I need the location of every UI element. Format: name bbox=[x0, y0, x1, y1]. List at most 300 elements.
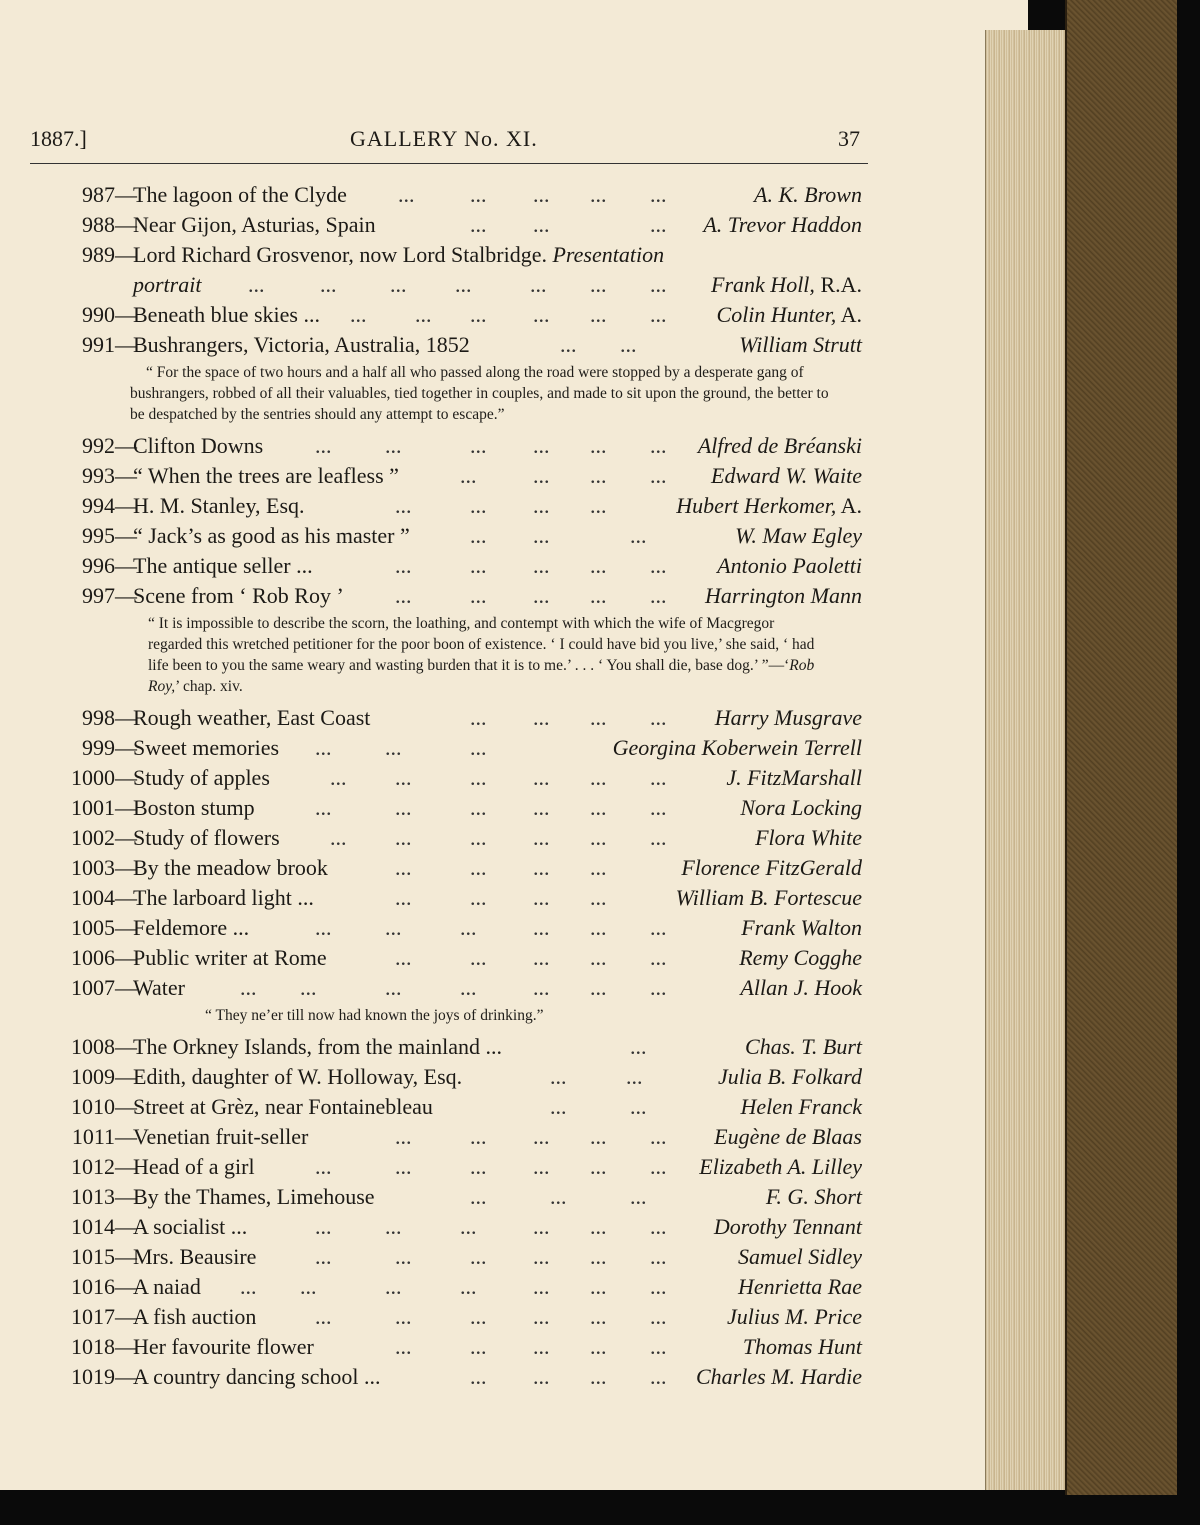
entry-title-text: A socialist ... bbox=[133, 1214, 248, 1239]
leader-dots: ... bbox=[590, 272, 607, 297]
leader-dots: ... bbox=[470, 1154, 487, 1179]
leader-dots: ... bbox=[533, 885, 550, 910]
leader-dots: ... bbox=[533, 915, 550, 940]
entry-title-text: Sweet memories bbox=[133, 735, 280, 760]
leader-dots: ... bbox=[650, 433, 667, 458]
entry-artist bbox=[676, 883, 862, 913]
entry-number: 1012 bbox=[71, 1154, 115, 1179]
leader-dots: ... bbox=[470, 583, 487, 608]
leader-dots: ... bbox=[315, 915, 332, 940]
entry-title-text: Beneath blue skies ... bbox=[133, 302, 320, 327]
leader-dots: ... bbox=[470, 523, 487, 548]
catalogue-entry bbox=[30, 300, 862, 330]
entry-title-italic: Presentation bbox=[552, 242, 665, 267]
leader-dots: ... bbox=[395, 1124, 412, 1149]
leader-dots: ... bbox=[650, 1364, 667, 1389]
quotation-text: “ It is impossible to describe the scorn, the loathing, and contempt with which the wife of Macgregor regarded this wretched petitioner for the poor boon of existence. ‘ I could have bid you live,’ she said, ‘ had life been to you the same weary and wasting burden that it is to me.’ . . . ‘ You shall die, base dog.’ ”—‘ bbox=[148, 615, 815, 674]
leader-dots: ... bbox=[530, 272, 547, 297]
entry-number: 1011 bbox=[71, 1124, 115, 1149]
leader-dots: ... bbox=[650, 1124, 667, 1149]
entry-artist bbox=[703, 210, 862, 240]
catalogue-entry bbox=[30, 823, 862, 853]
leader-dots: ... bbox=[395, 945, 412, 970]
entry-title bbox=[133, 210, 376, 240]
entry-artist bbox=[696, 1362, 862, 1392]
entry-title-text: Mrs. Beausire bbox=[133, 1244, 257, 1269]
leader-dots: ... bbox=[395, 553, 412, 578]
leader-dots: ... bbox=[533, 1214, 550, 1239]
entry-title-text: Scene from ‘ Rob Roy ’ bbox=[133, 583, 344, 608]
leader-dots: ... bbox=[395, 1244, 412, 1269]
entry-number: 1005 bbox=[71, 915, 115, 940]
catalogue-entry bbox=[30, 1092, 862, 1122]
leader-dots: ... bbox=[533, 855, 550, 880]
quotation-text: “ For the space of two hours and a half all who passed along the road were stopped by a desperate gang of bushrangers, robbed of all their valuables, tied together in couples, and made to sit upon the ground, the better to be despatched by the sentries should any attempt to escape.” bbox=[130, 364, 829, 423]
artist-name: Hubert Herkomer, bbox=[676, 493, 837, 518]
leader-dots: ... bbox=[650, 915, 667, 940]
catalogue-entry bbox=[30, 521, 862, 551]
leader-dots: ... bbox=[650, 583, 667, 608]
leader-dots: ... bbox=[470, 795, 487, 820]
entry-artist bbox=[741, 913, 862, 943]
leader-dots: ... bbox=[470, 855, 487, 880]
entry-artist bbox=[717, 551, 862, 581]
catalogue-entry bbox=[30, 581, 862, 611]
entry-dash: — bbox=[115, 1334, 137, 1359]
leader-dots: ... bbox=[395, 855, 412, 880]
entry-dash: — bbox=[115, 1154, 137, 1179]
leader-dots: ... bbox=[470, 433, 487, 458]
artist-name: Colin Hunter, bbox=[716, 302, 837, 327]
entry-title bbox=[133, 1362, 380, 1392]
entry-title bbox=[133, 1272, 201, 1302]
leader-dots: ... bbox=[470, 553, 487, 578]
entry-title-text: Rough weather, East Coast bbox=[133, 705, 371, 730]
leader-dots: ... bbox=[470, 825, 487, 850]
leader-dots: ... bbox=[590, 493, 607, 518]
leader-dots: ... bbox=[550, 1094, 567, 1119]
artist-suffix: A. bbox=[836, 302, 862, 327]
entry-title-text: Boston stump bbox=[133, 795, 255, 820]
artist-suffix: R.A. bbox=[814, 272, 862, 297]
leader-dots: ... bbox=[395, 825, 412, 850]
entry-title-text: Clifton Downs bbox=[133, 433, 264, 458]
entry-dash: — bbox=[115, 735, 137, 760]
artist-name: F. G. Short bbox=[765, 1184, 862, 1209]
entry-title bbox=[133, 1062, 462, 1092]
entry-artist bbox=[739, 330, 862, 360]
artist-name: Nora Locking bbox=[740, 795, 862, 820]
leader-dots: ... bbox=[455, 272, 472, 297]
catalogue-entry bbox=[30, 240, 862, 270]
entry-dash: — bbox=[115, 1094, 137, 1119]
artist-name: Eugène de Blaas bbox=[714, 1124, 862, 1149]
entry-number: 1015 bbox=[71, 1244, 115, 1269]
entry-number: 998 bbox=[82, 705, 115, 730]
leader-dots: ... bbox=[315, 1244, 332, 1269]
entry-title bbox=[133, 551, 313, 581]
leader-dots: ... bbox=[650, 1334, 667, 1359]
entry-dash: — bbox=[115, 493, 137, 518]
entry-title bbox=[133, 521, 410, 551]
entry-continuation bbox=[30, 270, 862, 300]
leader-dots: ... bbox=[590, 433, 607, 458]
catalogue-entry bbox=[30, 883, 862, 913]
entry-number: 1003 bbox=[71, 855, 115, 880]
artist-name: Helen Franck bbox=[740, 1094, 862, 1119]
leader-dots: ... bbox=[470, 1244, 487, 1269]
entry-artist bbox=[740, 793, 862, 823]
leader-dots: ... bbox=[470, 765, 487, 790]
artist-name: Harry Musgrave bbox=[714, 705, 862, 730]
entry-number: 999 bbox=[82, 735, 115, 760]
leader-dots: ... bbox=[385, 975, 402, 1000]
artist-name: Dorothy Tennant bbox=[713, 1214, 862, 1239]
entry-number: 994 bbox=[82, 493, 115, 518]
leader-dots: ... bbox=[650, 182, 667, 207]
catalogue-entry bbox=[30, 853, 862, 883]
entry-artist bbox=[745, 1032, 862, 1062]
artist-name: Julius M. Price bbox=[726, 1304, 862, 1329]
leader-dots: ... bbox=[650, 212, 667, 237]
entry-title bbox=[133, 491, 305, 521]
entry-artist bbox=[739, 943, 862, 973]
entry-title-text: Feldemore ... bbox=[133, 915, 250, 940]
leader-dots: ... bbox=[533, 1334, 550, 1359]
catalogue-entry bbox=[30, 551, 862, 581]
header-gallery-title: GALLERY No. XI. bbox=[350, 126, 538, 151]
entry-dash: — bbox=[115, 242, 137, 267]
entry-artist bbox=[676, 491, 862, 521]
leader-dots: ... bbox=[460, 463, 477, 488]
leader-dots: ... bbox=[248, 272, 265, 297]
entry-dash: — bbox=[115, 915, 137, 940]
entry-number: 991 bbox=[82, 332, 115, 357]
leader-dots: ... bbox=[650, 463, 667, 488]
leader-dots: ... bbox=[590, 1334, 607, 1359]
entry-title bbox=[133, 763, 270, 793]
leader-dots: ... bbox=[470, 302, 487, 327]
catalogue-entry bbox=[30, 491, 862, 521]
catalogue-entry bbox=[30, 703, 862, 733]
entry-dash: — bbox=[115, 1274, 137, 1299]
entry-title bbox=[133, 1122, 308, 1152]
catalogue-entry bbox=[30, 1272, 862, 1302]
entry-artist bbox=[740, 973, 862, 1003]
entry-title bbox=[133, 733, 279, 763]
entry-title-text: Public writer at Rome bbox=[133, 945, 327, 970]
quotation-997 bbox=[148, 611, 828, 703]
artist-name: Frank Holl, bbox=[711, 272, 815, 297]
leader-dots: ... bbox=[630, 1094, 647, 1119]
entry-number: 1000 bbox=[71, 765, 115, 790]
artist-name: Edward W. Waite bbox=[711, 463, 862, 488]
leader-dots: ... bbox=[470, 945, 487, 970]
entry-number: 1010 bbox=[71, 1094, 115, 1119]
entry-dash: — bbox=[115, 1034, 137, 1059]
leader-dots: ... bbox=[395, 583, 412, 608]
entry-dash: — bbox=[115, 212, 137, 237]
entry-title-text: The lagoon of the Clyde bbox=[133, 182, 347, 207]
entry-title-text: H. M. Stanley, Esq. bbox=[133, 493, 305, 518]
leader-dots: ... bbox=[240, 975, 257, 1000]
leader-dots: ... bbox=[533, 1244, 550, 1269]
leader-dots: ... bbox=[460, 915, 477, 940]
leader-dots: ... bbox=[300, 1274, 317, 1299]
leader-dots: ... bbox=[390, 272, 407, 297]
entry-title bbox=[133, 793, 255, 823]
entry-title bbox=[133, 1332, 314, 1362]
artist-name: William Strutt bbox=[739, 332, 862, 357]
leader-dots: ... bbox=[590, 795, 607, 820]
entry-title-text: Head of a girl bbox=[133, 1154, 255, 1179]
leader-dots: ... bbox=[650, 705, 667, 730]
entry-title bbox=[133, 240, 664, 270]
catalogue-entry bbox=[30, 1332, 862, 1362]
artist-name: W. Maw Egley bbox=[735, 523, 862, 548]
entry-number: 1018 bbox=[71, 1334, 115, 1359]
leader-dots: ... bbox=[320, 272, 337, 297]
leader-dots: ... bbox=[470, 1364, 487, 1389]
leader-dots: ... bbox=[470, 885, 487, 910]
leader-dots: ... bbox=[385, 433, 402, 458]
leader-dots: ... bbox=[395, 1304, 412, 1329]
entry-title-text: A country dancing school ... bbox=[133, 1364, 381, 1389]
entry-dash: — bbox=[115, 1064, 137, 1089]
entry-dash: — bbox=[115, 1184, 137, 1209]
leader-dots: ... bbox=[590, 1244, 607, 1269]
leader-dots: ... bbox=[385, 915, 402, 940]
entry-title bbox=[133, 1092, 433, 1122]
entry-title-text: “ Jack’s as good as his master ” bbox=[133, 523, 410, 548]
catalogue-entry bbox=[30, 793, 862, 823]
entry-artist bbox=[740, 1092, 862, 1122]
leader-dots: ... bbox=[550, 1064, 567, 1089]
entry-artist bbox=[735, 521, 862, 551]
artist-name: Elizabeth A. Lilley bbox=[699, 1154, 862, 1179]
artist-name: Allan J. Hook bbox=[740, 975, 862, 1000]
entry-number: 1001 bbox=[71, 795, 115, 820]
catalogue-entry bbox=[30, 461, 862, 491]
leader-dots: ... bbox=[650, 553, 667, 578]
leader-dots: ... bbox=[315, 795, 332, 820]
artist-name: A. K. Brown bbox=[754, 182, 862, 207]
leader-dots: ... bbox=[590, 553, 607, 578]
leader-dots: ... bbox=[650, 272, 667, 297]
entry-artist bbox=[714, 1122, 862, 1152]
entry-number: 1002 bbox=[71, 825, 115, 850]
leader-dots: ... bbox=[590, 1214, 607, 1239]
entry-title-text: The larboard light ... bbox=[133, 885, 314, 910]
catalogue-entry bbox=[30, 210, 862, 240]
leader-dots: ... bbox=[470, 1304, 487, 1329]
catalogue-entry bbox=[30, 943, 862, 973]
leader-dots: ... bbox=[590, 705, 607, 730]
entry-title bbox=[133, 461, 399, 491]
leader-dots: ... bbox=[395, 493, 412, 518]
artist-name: Harrington Mann bbox=[704, 583, 862, 608]
entry-title-text: By the meadow brook bbox=[133, 855, 328, 880]
leader-dots: ... bbox=[470, 212, 487, 237]
entry-artist bbox=[738, 1272, 862, 1302]
leader-dots: ... bbox=[590, 945, 607, 970]
entry-title-text: Edith, daughter of W. Holloway, Esq. bbox=[133, 1064, 463, 1089]
leader-dots: ... bbox=[590, 1124, 607, 1149]
leader-dots: ... bbox=[650, 975, 667, 1000]
leader-dots: ... bbox=[650, 1274, 667, 1299]
entry-dash: — bbox=[115, 463, 137, 488]
entry-title-text: Bushrangers, Victoria, Australia, 1852 bbox=[133, 332, 470, 357]
artist-name: Antonio Paoletti bbox=[717, 553, 862, 578]
leader-dots: ... bbox=[315, 735, 332, 760]
entry-dash: — bbox=[115, 583, 137, 608]
leader-dots: ... bbox=[470, 735, 487, 760]
entry-artist bbox=[755, 823, 862, 853]
leader-dots: ... bbox=[590, 1274, 607, 1299]
entry-title bbox=[133, 1302, 256, 1332]
entry-dash: — bbox=[115, 885, 137, 910]
entry-title bbox=[133, 823, 280, 853]
entry-number: 1014 bbox=[71, 1214, 115, 1239]
entry-title bbox=[133, 581, 344, 611]
entry-artist bbox=[711, 461, 862, 491]
entry-title bbox=[133, 943, 327, 973]
entry-dash: — bbox=[115, 1214, 137, 1239]
artist-suffix: A. bbox=[836, 493, 862, 518]
entry-title-text: Venetian fruit-seller bbox=[133, 1124, 309, 1149]
quotation-1007 bbox=[205, 1003, 725, 1032]
artist-name: J. FitzMarshall bbox=[726, 765, 862, 790]
entry-number: 1013 bbox=[71, 1184, 115, 1209]
entry-dash: — bbox=[115, 332, 137, 357]
leader-dots: ... bbox=[315, 1154, 332, 1179]
entry-title-text: “ When the trees are leafless ” bbox=[133, 463, 399, 488]
entry-dash: — bbox=[115, 705, 137, 730]
leader-dots: ... bbox=[533, 583, 550, 608]
artist-name: Henrietta Rae bbox=[737, 1274, 862, 1299]
entry-title-text: Street at Grèz, near Fontainebleau bbox=[133, 1094, 433, 1119]
entry-artist bbox=[698, 431, 862, 461]
entry-number: 1016 bbox=[71, 1274, 115, 1299]
leader-dots: ... bbox=[395, 795, 412, 820]
leader-dots: ... bbox=[315, 1304, 332, 1329]
entry-number: 1007 bbox=[71, 975, 115, 1000]
leader-dots: ... bbox=[385, 1214, 402, 1239]
leader-dots: ... bbox=[533, 553, 550, 578]
leader-dots: ... bbox=[533, 945, 550, 970]
leader-dots: ... bbox=[460, 1274, 477, 1299]
entry-dash: — bbox=[115, 825, 137, 850]
entry-artist bbox=[754, 180, 862, 210]
entry-title-text: Study of flowers bbox=[133, 825, 280, 850]
entry-title bbox=[133, 1212, 247, 1242]
entry-number: 993 bbox=[82, 463, 115, 488]
entry-dash: — bbox=[115, 795, 137, 820]
entry-artist bbox=[727, 1302, 862, 1332]
entry-artist bbox=[711, 270, 862, 300]
leader-dots: ... bbox=[650, 765, 667, 790]
leader-dots: ... bbox=[395, 1334, 412, 1359]
entry-title bbox=[133, 883, 314, 913]
entry-number: 988 bbox=[82, 212, 115, 237]
entry-dash: — bbox=[115, 945, 137, 970]
entry-title bbox=[133, 853, 328, 883]
leader-dots: ... bbox=[533, 825, 550, 850]
artist-name: Frank Walton bbox=[741, 915, 862, 940]
leader-dots: ... bbox=[533, 212, 550, 237]
leader-dots: ... bbox=[650, 795, 667, 820]
page-edges bbox=[985, 30, 1066, 1490]
entry-title bbox=[133, 180, 347, 210]
leader-dots: ... bbox=[395, 765, 412, 790]
entry-artist bbox=[715, 703, 862, 733]
entry-artist bbox=[718, 1062, 862, 1092]
artist-name: Julia B. Folkard bbox=[718, 1064, 862, 1089]
leader-dots: ... bbox=[470, 493, 487, 518]
leader-dots: ... bbox=[240, 1274, 257, 1299]
leader-dots: ... bbox=[590, 825, 607, 850]
entry-number: 1004 bbox=[71, 885, 115, 910]
leader-dots: ... bbox=[630, 1184, 647, 1209]
leader-dots: ... bbox=[470, 705, 487, 730]
leader-dots: ... bbox=[350, 302, 367, 327]
leader-dots: ... bbox=[533, 302, 550, 327]
catalogue-list bbox=[30, 180, 862, 1392]
entry-dash: — bbox=[115, 1364, 137, 1389]
artist-name: A. Trevor Haddon bbox=[703, 212, 862, 237]
leader-dots: ... bbox=[590, 915, 607, 940]
entry-artist bbox=[738, 1242, 862, 1272]
quotation-source-italic: Rob Roy, bbox=[148, 657, 815, 695]
entry-title-text: Lord Richard Grosvenor, now Lord Stalbridge. bbox=[133, 242, 547, 267]
leader-dots: ... bbox=[590, 182, 607, 207]
entry-title bbox=[133, 1152, 255, 1182]
leader-dots: ... bbox=[415, 302, 432, 327]
leader-dots: ... bbox=[300, 975, 317, 1000]
entry-number: 995 bbox=[82, 523, 115, 548]
entry-artist bbox=[681, 853, 862, 883]
leader-dots: ... bbox=[330, 825, 347, 850]
entry-artist bbox=[714, 1212, 862, 1242]
entry-dash: — bbox=[115, 182, 137, 207]
entry-title bbox=[133, 300, 320, 330]
entry-title bbox=[133, 431, 263, 461]
entry-number: 1008 bbox=[71, 1034, 115, 1059]
leader-dots: ... bbox=[650, 945, 667, 970]
artist-name: Thomas Hunt bbox=[742, 1334, 862, 1359]
entry-title-text: A naiad bbox=[133, 1274, 201, 1299]
entry-title-text: Her favourite flower bbox=[133, 1334, 314, 1359]
leader-dots: ... bbox=[470, 182, 487, 207]
leader-dots: ... bbox=[550, 1184, 567, 1209]
catalogue-entry bbox=[30, 180, 862, 210]
entry-artist bbox=[613, 733, 862, 763]
entry-title-text: By the Thames, Limehouse bbox=[133, 1184, 375, 1209]
leader-dots: ... bbox=[650, 1304, 667, 1329]
entry-dash: — bbox=[115, 553, 137, 578]
entry-dash: — bbox=[115, 1244, 137, 1269]
entry-number: 1019 bbox=[71, 1364, 115, 1389]
catalogue-entry bbox=[30, 733, 862, 763]
entry-title bbox=[133, 1032, 502, 1062]
leader-dots: ... bbox=[533, 1124, 550, 1149]
catalogue-entry bbox=[30, 1182, 862, 1212]
leader-dots: ... bbox=[630, 523, 647, 548]
leader-dots: ... bbox=[590, 1304, 607, 1329]
leader-dots: ... bbox=[650, 1154, 667, 1179]
leader-dots: ... bbox=[398, 182, 415, 207]
leader-dots: ... bbox=[460, 1214, 477, 1239]
